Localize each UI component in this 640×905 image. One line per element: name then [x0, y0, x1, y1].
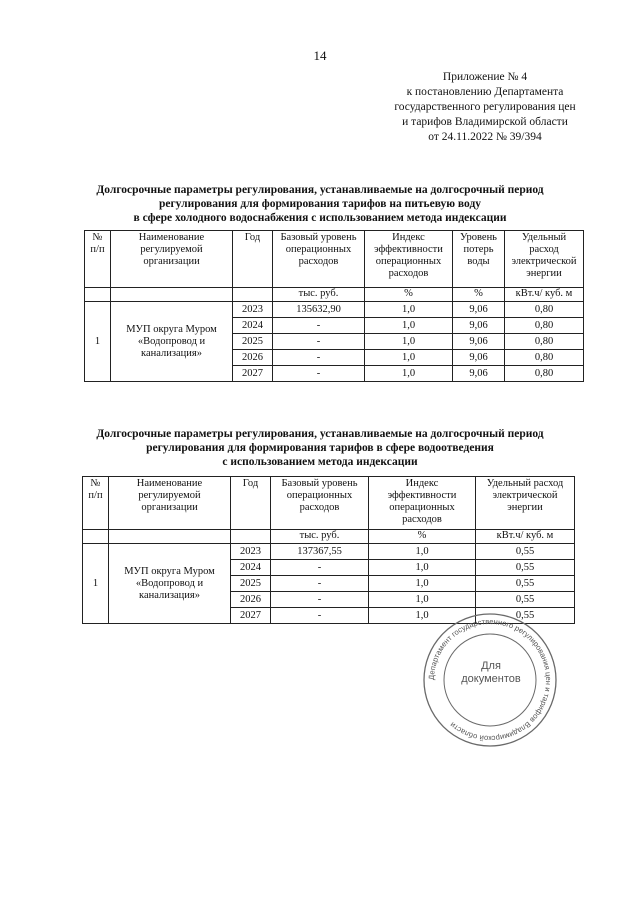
row-number: 1: [83, 544, 109, 624]
energy-cell: 0,55: [476, 544, 575, 560]
energy-cell: 0,55: [476, 576, 575, 592]
header-cell: Год: [233, 231, 273, 288]
header-cell: Уровень потерь воды: [453, 231, 505, 288]
table-header-row: [83, 477, 575, 530]
index-cell: 1,0: [369, 576, 476, 592]
header-cell: № п/п: [83, 477, 109, 530]
header-cell: Удельный расход электрической энергии: [476, 477, 575, 530]
year-cell: 2023: [231, 544, 271, 560]
section1-title: [50, 183, 590, 225]
unit-cell: кВт.ч/ куб. м: [505, 288, 584, 302]
section2-title-line: регулирования для формирования тарифов в сфере водоотведения: [146, 442, 494, 454]
loss-cell: 9,06: [453, 366, 505, 382]
energy-cell: 0,80: [505, 302, 584, 318]
loss-cell: 9,06: [453, 302, 505, 318]
loss-cell: 9,06: [453, 350, 505, 366]
empty-cell: [111, 288, 233, 302]
section2-title: [50, 427, 590, 469]
stamp-center-line: документов: [461, 673, 521, 685]
base-cell: -: [273, 334, 365, 350]
appendix-line: Приложение № 4: [442, 71, 528, 83]
energy-cell: 0,55: [476, 608, 575, 624]
section1-title-line: в сфере холодного водоснабжения с использованием метода индексации: [133, 212, 507, 224]
appendix-line: от 24.11.2022 № 39/394: [428, 131, 542, 143]
index-cell: 1,0: [365, 334, 453, 350]
index-cell: 1,0: [365, 302, 453, 318]
appendix-line: к постановлению Департамента: [406, 86, 564, 98]
unit-cell: тыс. руб.: [273, 288, 365, 302]
base-cell: 135632,90: [273, 302, 365, 318]
stamp-ring-textpath: Департамент государственного регулирования цен и тарифов Владимирской области: [426, 616, 554, 744]
year-cell: 2026: [233, 350, 273, 366]
unit-cell: %: [365, 288, 453, 302]
header-cell: Индекс эффективности операционных расходов: [365, 231, 453, 288]
base-cell: -: [273, 366, 365, 382]
table-units-row: [85, 288, 584, 302]
base-cell: -: [271, 576, 369, 592]
empty-cell: [231, 530, 271, 544]
empty-cell: [85, 288, 111, 302]
water-supply-table: [84, 230, 584, 382]
year-cell: 2024: [233, 318, 273, 334]
wastewater-table: [82, 476, 575, 624]
base-cell: 137367,55: [271, 544, 369, 560]
base-cell: -: [271, 592, 369, 608]
section2-title-line: с использованием метода индексации: [222, 456, 418, 468]
index-cell: 1,0: [365, 350, 453, 366]
organization-name: МУП округа Муром «Водопровод и канализация»: [109, 544, 231, 624]
unit-cell: %: [453, 288, 505, 302]
unit-cell: тыс. руб.: [271, 530, 369, 544]
year-cell: 2027: [231, 608, 271, 624]
section1-title-line: регулирования для формирования тарифов на питьевую воду: [158, 198, 482, 210]
energy-cell: 0,80: [505, 366, 584, 382]
header-cell: № п/п: [85, 231, 111, 288]
index-cell: 1,0: [365, 318, 453, 334]
index-cell: 1,0: [365, 366, 453, 382]
header-cell: Индекс эффективности операционных расходов: [369, 477, 476, 530]
base-cell: -: [271, 608, 369, 624]
energy-cell: 0,55: [476, 592, 575, 608]
index-cell: 1,0: [369, 544, 476, 560]
appendix-line: и тарифов Владимирской области: [402, 116, 568, 128]
energy-cell: 0,80: [505, 350, 584, 366]
loss-cell: 9,06: [453, 334, 505, 350]
table-row: [83, 544, 575, 560]
energy-cell: 0,80: [505, 318, 584, 334]
section1-title-line: Долгосрочные параметры регулирования, устанавливаемые на долгосрочный период: [96, 184, 544, 196]
empty-cell: [109, 530, 231, 544]
base-cell: -: [273, 318, 365, 334]
header-cell: Наименование регулируемой организации: [109, 477, 231, 530]
energy-cell: 0,80: [505, 334, 584, 350]
organization-name: МУП округа Муром «Водопровод и канализация»: [111, 302, 233, 382]
stamp-center-text: [441, 660, 541, 686]
year-cell: 2025: [233, 334, 273, 350]
row-number: 1: [85, 302, 111, 382]
base-cell: -: [273, 350, 365, 366]
empty-cell: [83, 530, 109, 544]
table-header-row: [85, 231, 584, 288]
year-cell: 2027: [233, 366, 273, 382]
header-cell: Базовый уровень операционных расходов: [273, 231, 365, 288]
year-cell: 2026: [231, 592, 271, 608]
header-cell: Наименование регулируемой организации: [111, 231, 233, 288]
index-cell: 1,0: [369, 608, 476, 624]
index-cell: 1,0: [369, 592, 476, 608]
empty-cell: [233, 288, 273, 302]
energy-cell: 0,55: [476, 560, 575, 576]
stamp-center-line: Для: [481, 660, 501, 672]
unit-cell: кВт.ч/ куб. м: [476, 530, 575, 544]
appendix-line: государственного регулирования цен: [394, 101, 576, 113]
section2-title-line: Долгосрочные параметры регулирования, устанавливаемые на долгосрочный период: [96, 428, 544, 440]
unit-cell: %: [369, 530, 476, 544]
page-number: 14: [313, 48, 327, 63]
year-cell: 2024: [231, 560, 271, 576]
header-cell: Базовый уровень операционных расходов: [271, 477, 369, 530]
base-cell: -: [271, 560, 369, 576]
header-cell: Удельный расход электрической энергии: [505, 231, 584, 288]
year-cell: 2023: [233, 302, 273, 318]
year-cell: 2025: [231, 576, 271, 592]
loss-cell: 9,06: [453, 318, 505, 334]
table-units-row: [83, 530, 575, 544]
index-cell: 1,0: [369, 560, 476, 576]
table-row: [85, 302, 584, 318]
appendix-header: [360, 70, 610, 145]
header-cell: Год: [231, 477, 271, 530]
